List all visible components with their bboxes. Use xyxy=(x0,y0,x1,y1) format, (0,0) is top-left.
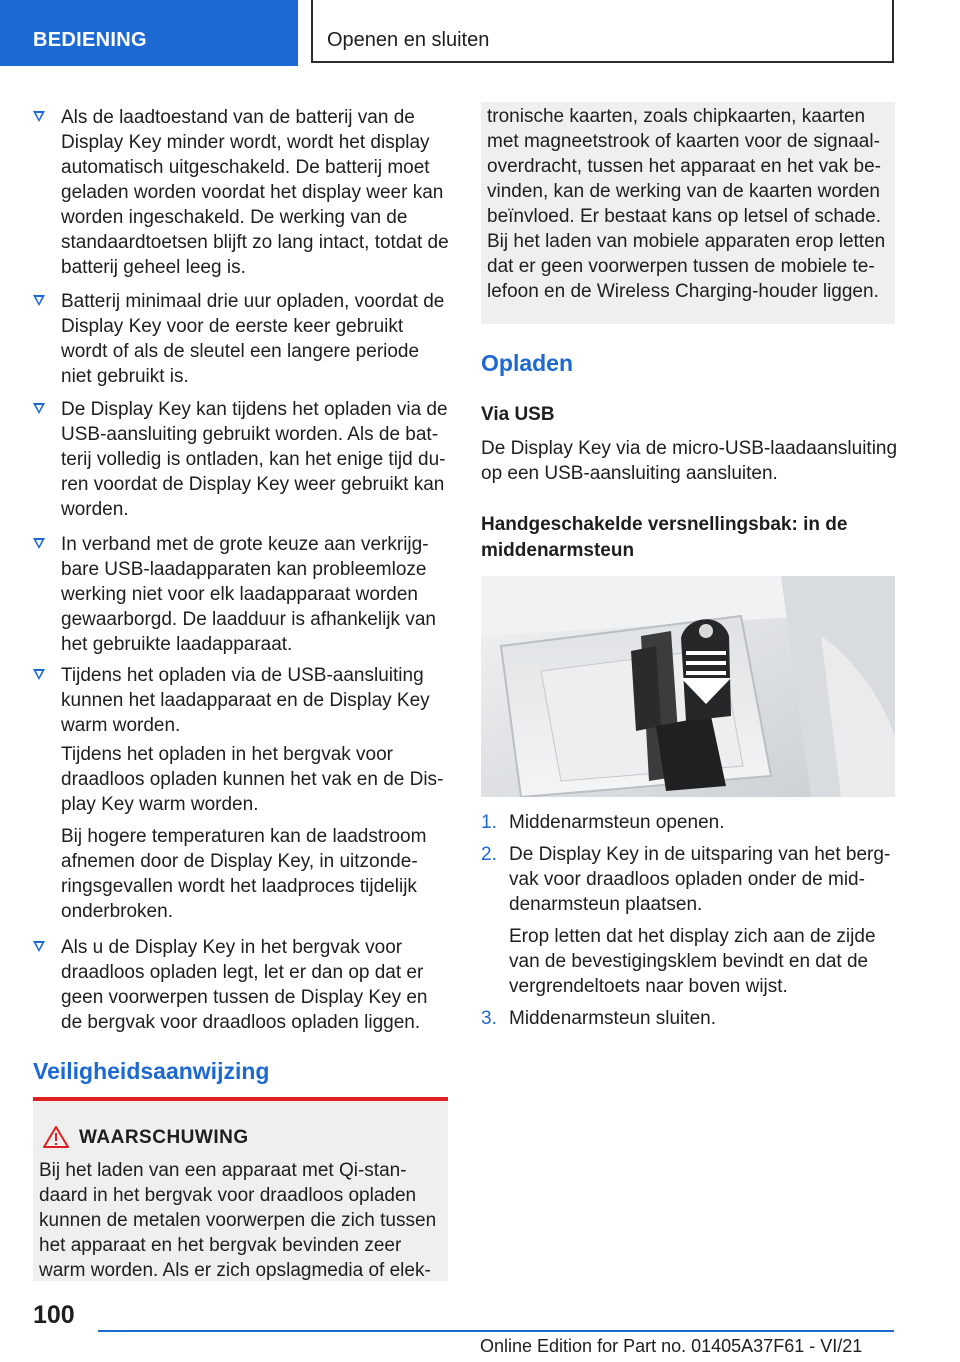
armrest-heading: Handgeschakelde versnellingsbak: in de middenarmsteun xyxy=(481,514,848,561)
usb-text: De Display Key via de micro-USB-laadaansluiting op een USB-aansluiting aansluiten. xyxy=(481,438,898,484)
section-label: BEDIENING xyxy=(33,29,147,51)
triangle-bullet-icon xyxy=(33,538,45,549)
page-number: 100 xyxy=(33,1301,75,1329)
list-item-paragraph: Tijdens het opladen in het bergvak voor draadloos opladen kunnen het vak en de Display Key warm worden. xyxy=(61,744,444,815)
left-column: Als de laadtoestand van de batterij van de Display Key minder wordt, wordt het display automatisch uitgeschakeld. De batterij moet geladen worden voordat het display weer kan worden ingeschakeld. De werking van de standaardtoetsen blijft zo lang intact, totdat de batterij geheel leeg is. Batterij minimaal drie uur opladen, voordat de Display Key voor de eerste keer gebruikt wordt of als de sleutel een langere periode niet gebruikt is. De Display Key kan tijdens het opladen via de USB-aansluiting gebruikt worden. Als de batterij volledig is ontladen, kan het enige tijd duren voordat de Display Key weer gebruikt kan worden. In verband met de grote keuze aan verkrijgbare USB-laadapparaten kan probleemloze werking niet voor elk laadapparaat worden gewaarborgd. De laadduur is afhankelijk van het gebruikte laadapparaat. Tijdens het opladen via de USB-aansluiting kunnen het laadapparaat en de Display Key warm worden. Tijdens het opladen in het bergvak voor draadloos opladen kunnen het vak en de Display Key warm worden. Bij hogere temperaturen kan de laadstroom afnemen door de Display Key, in uitzonderingsgevallen wordt het laadproces tijdelijk onderbroken. Als u de Display Key in het bergvak voor draadloos opladen legt, let er dan op dat er geen voorwerpen tussen de Display Key en de bergvak voor draadloos opladen liggen. xyxy=(33,0,449,1300)
steps-list: 1. Middenarmsteun openen. 2. De Display Key in de uitsparing van het bergvak voor draadloos opladen onder de middenarmsteun plaatsen. Erop letten dat het display zich aan de zijde van de bevestigingsklem bevindt en dat de vergrendeltoets naar boven wijst. 3. Middenarmsteun sluiten. xyxy=(481,0,899,1100)
warning-box xyxy=(33,1101,448,1281)
triangle-bullet-icon xyxy=(33,941,45,952)
list-item-paragraph: Erop letten dat het display zich aan de zijde van de bevestigingsklem bevindt en dat de vergrendeltoets naar boven wijst. xyxy=(509,926,876,997)
warning-text: Bij het laden van een apparaat met Qi-standaard in het bergvak voor draadloos opladen kunnen de metalen voorwerpen die zich tussen het apparaat en het bergvak bevinden zeer warm worden. Als er zich opslagmedia of elek- xyxy=(39,1160,437,1281)
list-item-paragraph: Bij hogere temperaturen kan de laadstroom afnemen door de Display Key, in uitzonderingsgevallen wordt het laadproces tijdelijk onderbroken. xyxy=(61,826,427,922)
warning-triangle-icon xyxy=(42,1125,70,1149)
triangle-bullet-icon xyxy=(33,111,45,122)
warning-label: WAARSCHUWING xyxy=(79,1127,249,1148)
chapter-title: Openen en sluiten xyxy=(327,29,490,51)
triangle-bullet-icon xyxy=(33,669,45,680)
safety-heading: Veiligheidsaanwijzing xyxy=(33,1058,270,1084)
triangle-bullet-icon xyxy=(33,295,45,306)
triangle-bullet-icon xyxy=(33,403,45,414)
footer-rule xyxy=(98,1330,894,1332)
opladen-heading: Opladen xyxy=(481,350,574,376)
warning-text-continued: tronische kaarten, zoals chipkaarten, kaarten met magneetstrook of kaarten voor de signaaloverdracht, tussen het apparaat en het vak bevinden, kan de werking van de kaarten worden beïnvloed. Er bestaat kans op letsel of schade. Bij het laden van mobiele apparaten erop letten dat er geen voorwerpen tussen de mobiele telefoon en de Wireless Charging-houder liggen. xyxy=(487,106,886,302)
usb-heading: Via USB xyxy=(481,404,555,425)
edition-text: Online Edition for Part no. 01405A37F61 - VI/21 xyxy=(480,1336,863,1356)
